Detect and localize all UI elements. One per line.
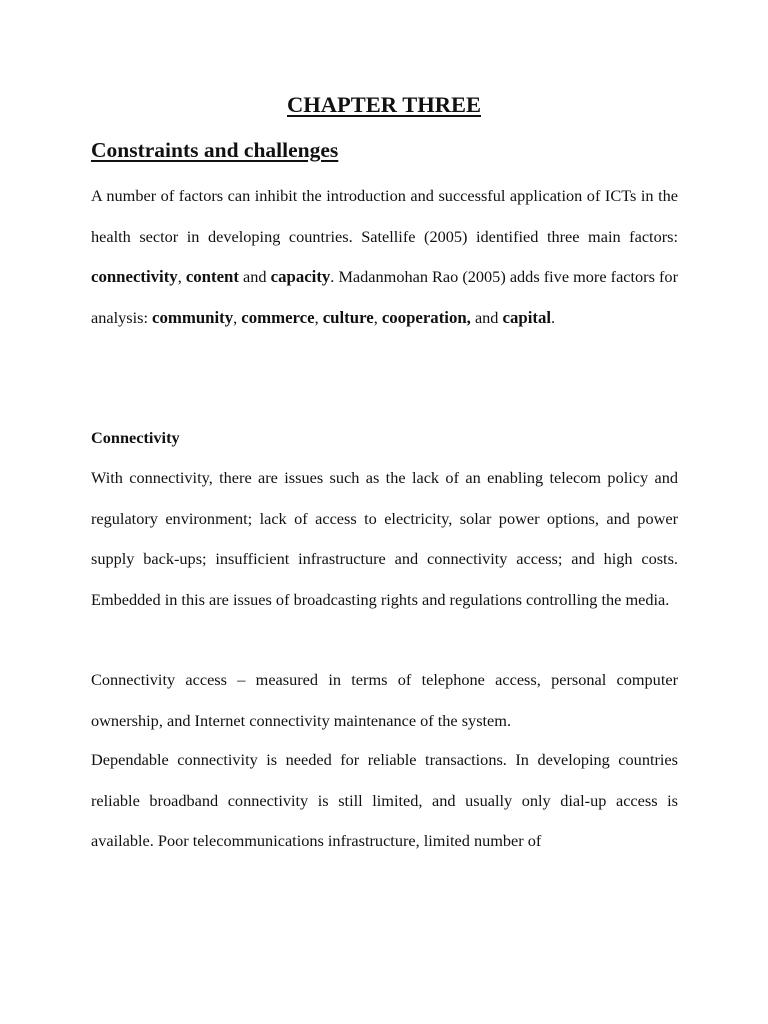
intro-text-1: A number of factors can inhibit the introduction and successful application of ICTs in the health sector in developing countries. Satellife (2005) identified three main factors: [91, 186, 678, 246]
term-connectivity: connectivity [91, 267, 178, 286]
term-community: community [152, 307, 234, 327]
connectivity-paragraph-2: Connectivity access – measured in terms of telephone access, personal computer ownership, and Internet connectivity maintenance of the system. [91, 670, 678, 730]
connectivity-paragraph-1: With connectivity, there are issues such as the lack of an enabling telecom policy and regulatory environment; lack of access to electricity, solar power options, and power supply back-ups; insufficient infrastructure and connectivity access; and high costs. Embedded in this are issues of broadcasting rights and regulations controlling the media. [91, 468, 678, 609]
intro-text-4: . Madanmohan Rao (2005) adds five more factors for analysis: [91, 267, 678, 327]
chapter-title: CHAPTER THREE [287, 92, 481, 117]
section-heading: Constraints and challenges [91, 138, 339, 162]
intro-text-8: and [470, 307, 503, 327]
term-culture: culture [322, 307, 374, 327]
term-capital: capital [502, 307, 552, 327]
connectivity-paragraph-3: Dependable connectivity is needed for reliable transactions. In developing countries reliable broadband connectivity is still limited, and usually only dial-up access is available. Poor telecommunications infrastructure, limited number of [91, 750, 678, 850]
intro-text-2: , [177, 267, 186, 286]
intro-text-9: . [551, 307, 556, 327]
connectivity-heading: Connectivity [91, 428, 180, 447]
intro-text-6: , [314, 307, 323, 327]
intro-paragraph [91, 176, 678, 338]
term-content: content [185, 267, 239, 286]
intro-text-3: and [238, 267, 271, 286]
intro-text-7: , [373, 307, 382, 327]
term-capacity: capacity [270, 267, 331, 286]
term-commerce: commerce [241, 307, 315, 327]
intro-text-5: , [233, 307, 242, 327]
term-cooperation: cooperation, [381, 307, 471, 327]
